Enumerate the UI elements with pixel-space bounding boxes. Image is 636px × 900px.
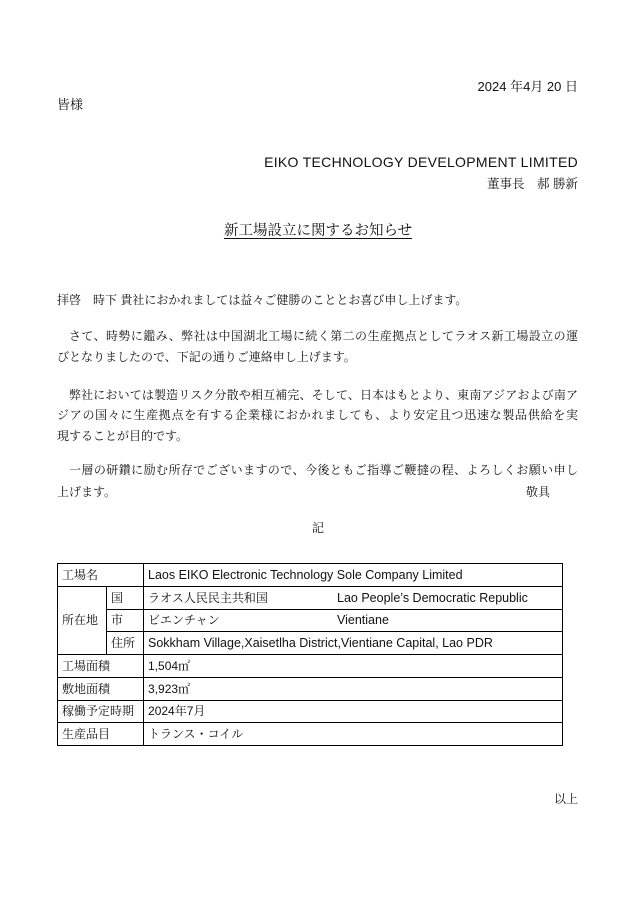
table-row-site-area — [58, 677, 563, 700]
table-row-factory-name — [58, 564, 563, 587]
table-row-country — [58, 586, 563, 609]
notice-heading: 記 — [311, 521, 324, 535]
table-row-address — [58, 632, 563, 655]
paragraph-3-line-1: 一層の研鑽に励む所存でございますので、今後ともご指導ご鞭撻の程、よろしくお願い申し — [69, 463, 578, 477]
paragraph-1-line-2: びとなりましたので、下記の通りご連絡申し上げます。 — [57, 350, 356, 364]
closing-word: 敬具 — [525, 485, 550, 499]
city-value-en: Vientiane — [337, 613, 389, 628]
location-label: 所在地 — [58, 586, 107, 654]
sender-company: EIKO TECHNOLOGY DEVELOPMENT LIMITED — [264, 154, 578, 170]
factory-area-value: 1,504㎡ — [144, 655, 563, 678]
site-area-label: 敷地面積 — [58, 677, 144, 700]
factory-name-label: 工場名 — [58, 564, 144, 587]
end-mark: 以上 — [553, 792, 578, 806]
letter-title-text: 新工場設立に関するお知らせ — [223, 223, 413, 239]
city-label: 市 — [107, 609, 144, 632]
products-value: トランス・コイル — [144, 723, 563, 746]
factory-area-label: 工場面積 — [58, 655, 144, 678]
paragraph-2-line-3: 現することが目的です。 — [57, 429, 189, 443]
paragraph-3-line-2: 上げます。 — [57, 485, 117, 499]
products-label: 生産品目 — [58, 723, 144, 746]
country-value-en: Lao People’s Democratic Republic — [337, 590, 528, 605]
letter-title — [0, 222, 636, 240]
paragraph-1-line-1: さて、時勢に鑑み、弊社は中国湖北工場に続く第二の生産拠点としてラオス新工場設立の運 — [69, 329, 578, 343]
paragraph-2-line-2: ジアの国々に生産拠点を有する企業様におかれましても、より安定且つ迅速な製品供給を実 — [57, 408, 578, 422]
country-value-ja: ラオス人民民主共和国 — [148, 590, 268, 605]
operation-start-label: 稼働予定時期 — [58, 700, 144, 723]
letter-date: 2024 年4月 20 日 — [477, 79, 578, 94]
table-row-city — [58, 609, 563, 632]
country-label: 国 — [107, 586, 144, 609]
sender-signer: 董事長 郝 勝新 — [487, 177, 578, 191]
address-label: 住所 — [107, 632, 144, 655]
operation-start-value: 2024年7月 — [144, 700, 563, 723]
city-value — [144, 609, 563, 632]
factory-info-table — [57, 563, 563, 746]
opening-line: 拝啓 時下 貴社におかれましては益々ご健勝のこととお喜び申し上げます。 — [57, 293, 468, 307]
country-value — [144, 586, 563, 609]
paragraph-2-line-1: 弊社においては製造リスク分散や相互補完、そして、日本はもとより、東南アジアおよび南ア — [69, 388, 578, 402]
table-row-operation-start — [58, 700, 563, 723]
factory-name-value: Laos EIKO Electronic Technology Sole Company Limited — [144, 564, 563, 587]
table-row-factory-area — [58, 655, 563, 678]
recipient: 皆様 — [57, 97, 84, 112]
table-row-products — [58, 723, 563, 746]
city-value-ja: ビエンチャン — [148, 613, 220, 628]
site-area-value: 3,923㎡ — [144, 677, 563, 700]
address-value: Sokkham Village,Xaisetlha District,Vientiane Capital, Lao PDR — [144, 632, 563, 655]
